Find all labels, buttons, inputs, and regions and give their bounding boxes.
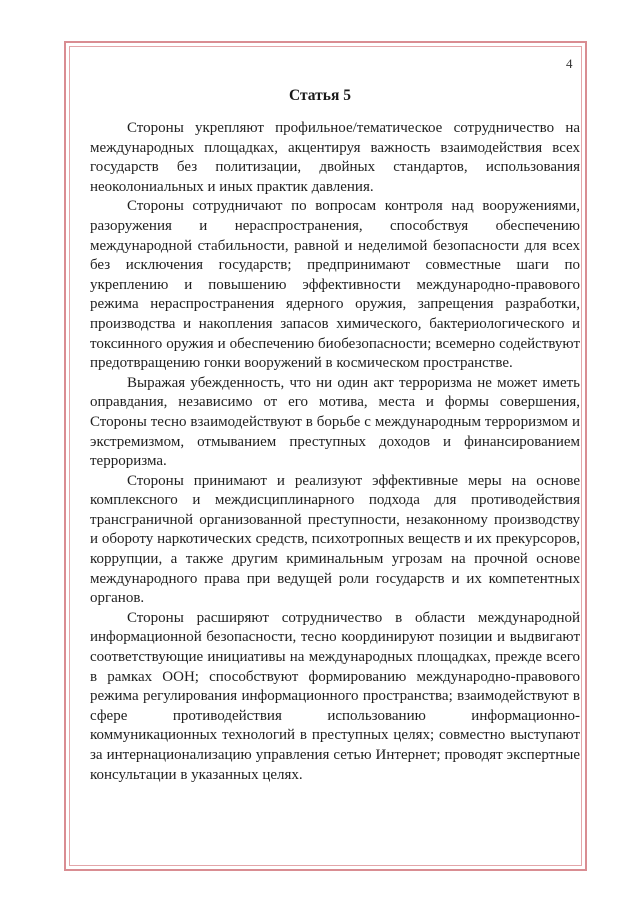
page-number: 4 <box>566 56 573 71</box>
paragraph: Стороны принимают и реализуют эффективные меры на основе комплексного и междисциплинарного подхода для противодействия трансграничной организованной преступности, незаконному производству и обороту наркотических средств, психотропных веществ и их прекурсоров, коррупции, а также другим криминальным угрозам на прочной основе международного права при ведущей роли государств и их компетентных органов. <box>90 472 580 607</box>
article-body <box>90 119 580 785</box>
paragraph: Выражая убежденность, что ни один акт терроризма не может иметь оправдания, независимо от его мотива, места и формы совершения, Стороны тесно взаимодействуют в борьбе с международным терроризмом и экстремизмом, отмыванием преступных доходов и финансированием терроризма. <box>90 374 580 470</box>
article-title: Статья 5 <box>289 87 351 104</box>
paragraph: Стороны сотрудничают по вопросам контроля над вооружениями, разоружения и нераспространения, способствуя обеспечению международной стабильности, равной и неделимой безопасности для всех без исключения государств; предпринимают совместные шаги по укреплению и повышению эффективности международно-правового режима нераспространения ядерного оружия, запрещения разработки, производства и накопления запасов химического, бактериологического и токсинного оружия и обеспечению биобезопасности; всемерно содействуют предотвращению гонки вооружений в космическом пространстве. <box>90 198 580 372</box>
paragraph: Стороны укрепляют профильное/тематическое сотрудничество на международных площадках, акцентируя важность взаимодействия всех государств без политизации, двойных стандартов, использования неоколониальных и иных практик давления. <box>90 120 580 195</box>
paragraph: Стороны расширяют сотрудничество в области международной информационной безопасности, тесно координируют позиции и выдвигают соответствующие инициативы на международных площадках, прежде всего в рамках ООН; способствуют формированию международно-правового режима регулирования информационного пространства; взаимодействуют в сфере противодействия использованию информационно-коммуникационных технологий в преступных целях; совместно выступают за интернационализацию управления сетью Интернет; проводят экспертные консультации в указанных целях. <box>90 609 580 783</box>
